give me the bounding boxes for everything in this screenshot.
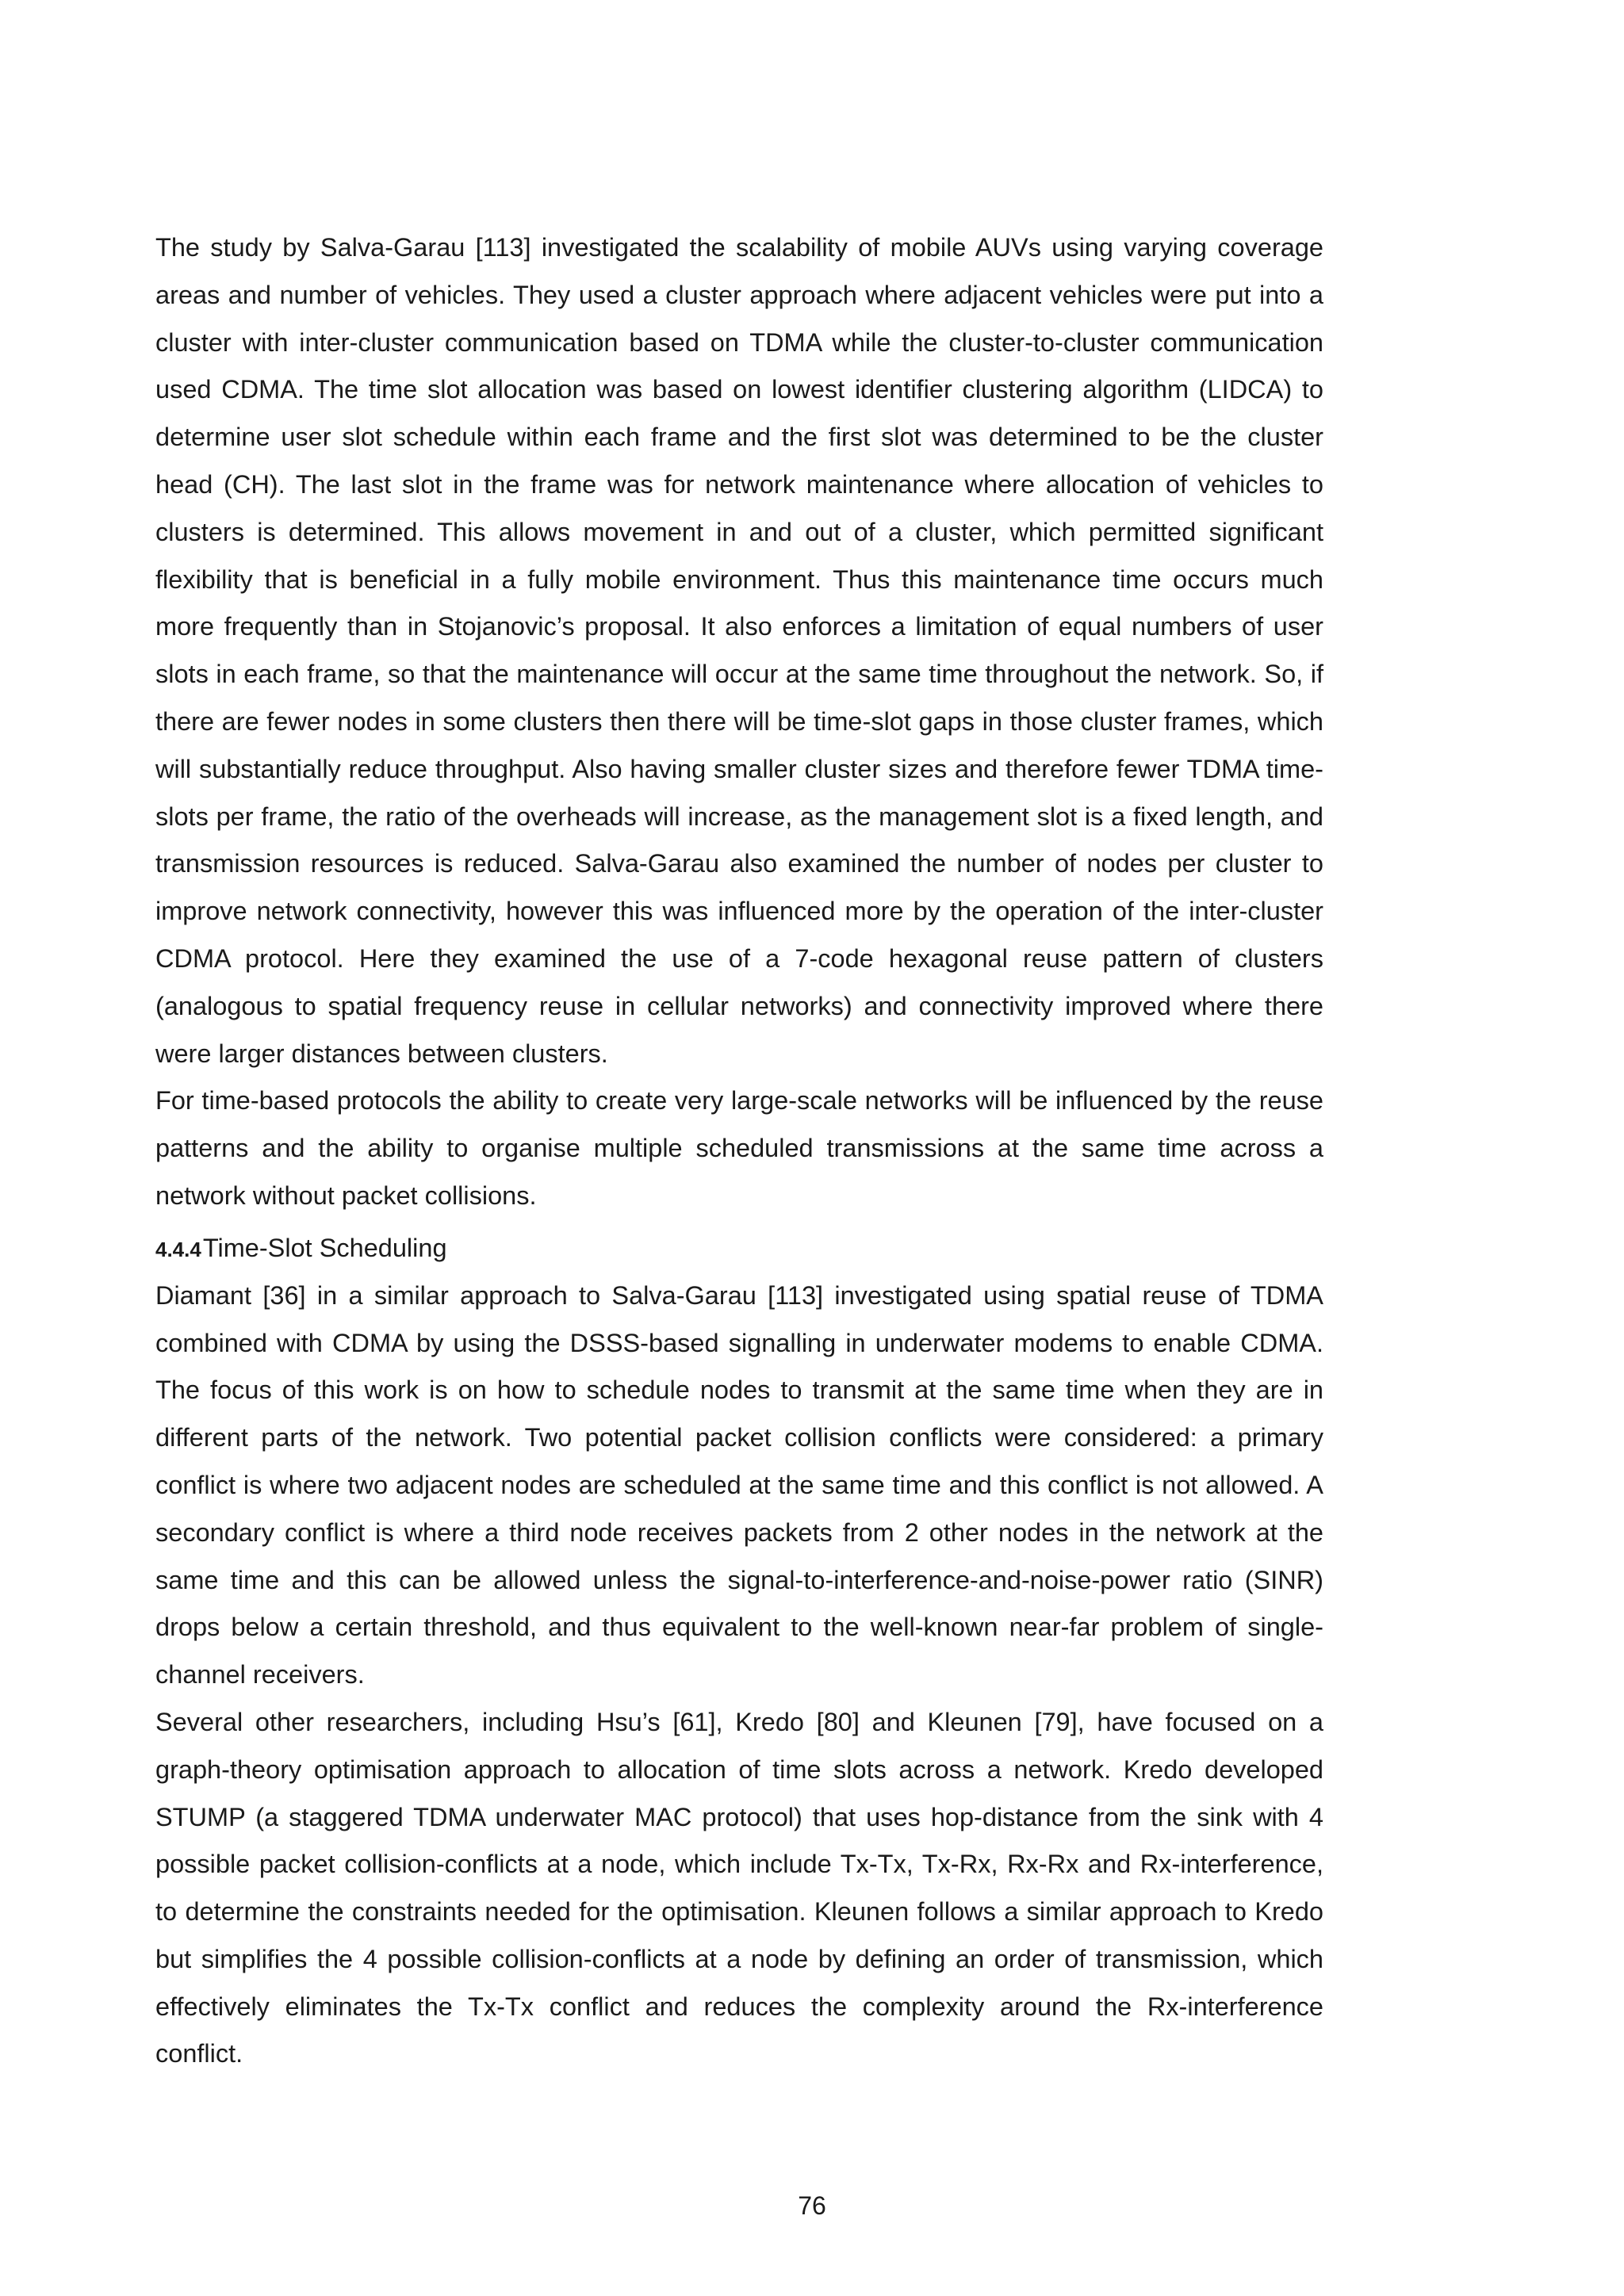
section-title: Time-Slot Scheduling (202, 1233, 447, 1262)
paragraph-salva-garau-study: The study by Salva-Garau [113] investigated the scalability of mobile AUVs using varying coverage areas and number of vehicles. They used a cluster approach where adjacent vehicles were put into a cluster with inter-cluster communication based on TDMA while the cluster-to-cluster communication used CDMA. The time slot allocation was based on lowest identifier clustering algorithm (LIDCA) to determine user slot schedule within each frame and the first slot was determined to be the cluster head (CH). The last slot in the frame was for network maintenance where allocation of vehicles to clusters is determined. This allows movement in and out of a cluster, which permitted significant flexibility that is beneficial in a fully mobile environment. Thus this maintenance time occurs much more frequently than in Stojanovic’s proposal. It also enforces a limitation of equal numbers of user slots in each frame, so that the maintenance will occur at the same time throughout the network. So, if there are fewer nodes in some clusters then there will be time-slot gaps in those cluster frames, which will substantially reduce throughput. Also having smaller cluster sizes and therefore fewer TDMA time-slots per frame, the ratio of the overheads will increase, as the management slot is a fixed length, and transmission resources is reduced. Salva-Garau also examined the number of nodes per cluster to improve network connectivity, however this was influenced more by the operation of the inter-cluster CDMA protocol. Here they examined the use of a 7-code hexagonal reuse pattern of clusters (analogous to spatial frequency reuse in cellular networks) and connectivity improved where there were larger distances between clusters. (155, 233, 1323, 1068)
paragraph-diamant-study: Diamant [36] in a similar approach to Salva-Garau [113] investigated using spatial reuse of TDMA combined with CDMA by using the DSSS-based signalling in underwater modems to enable CDMA. The focus of this work is on how to schedule nodes to transmit at the same time when they are in different parts of the network. Two potential packet collision conflicts were considered: a primary conflict is where two adjacent nodes are scheduled at the same time and this conflict is not allowed. A secondary conflict is where a third node receives packets from 2 other nodes in the network at the same time and this can be allowed unless the signal-to-interference-and-noise-power ratio (SINR) drops below a certain threshold, and thus equivalent to the well-known near-far problem of single-channel receivers. (155, 1280, 1323, 1689)
body-text (155, 224, 1323, 2078)
section-heading (155, 1226, 1323, 1271)
paragraph-graph-theory-approaches: Several other researchers, including Hsu’s [61], Kredo [80] and Kleunen [79], have focused on a graph-theory optimisation approach to allocation of time slots across a network. Kredo developed STUMP (a staggered TDMA underwater MAC protocol) that uses hop-distance from the sink with 4 possible packet collision-conflicts at a node, which include Tx-Tx, Tx-Rx, Rx-Rx and Rx-interference, to determine the constraints needed for the optimisation. Kleunen follows a similar approach to Kredo but simplifies the 4 possible collision-conflicts at a node by defining an order of transmission, which effectively eliminates the Tx-Tx conflict and reduces the complexity around the Rx-interference conflict. (155, 1707, 1323, 2068)
page-number: 76 (798, 2191, 826, 2220)
paragraph-time-based-protocols: For time-based protocols the ability to create very large-scale networks will be influenced by the reuse patterns and the ability to organise multiple scheduled transmissions at the same time across a network without packet collisions. (155, 1086, 1323, 1210)
section-number: 4.4.4 (155, 1237, 201, 1261)
